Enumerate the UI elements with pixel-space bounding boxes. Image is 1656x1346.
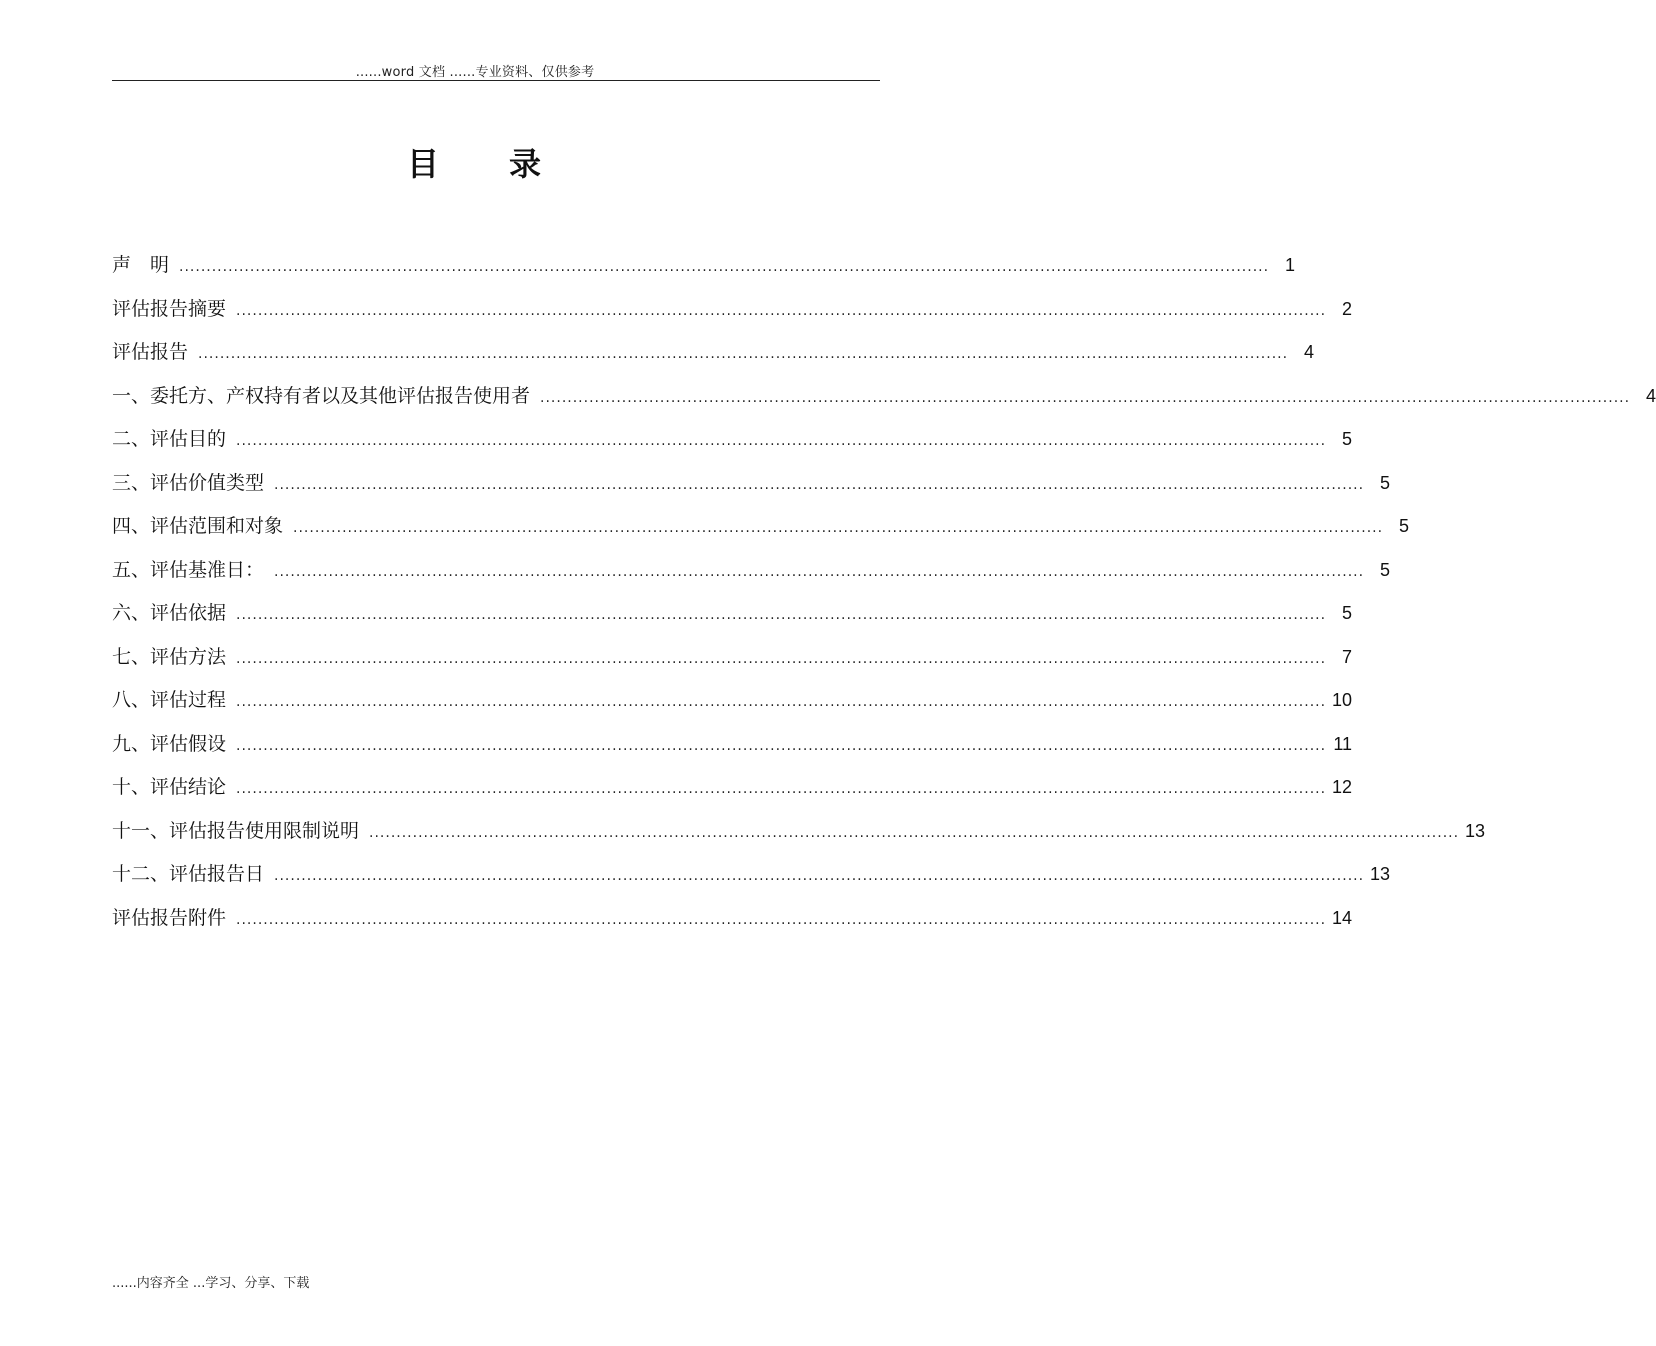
toc-entry[interactable] [112, 512, 1410, 556]
toc-entry[interactable] [112, 251, 1296, 295]
toc-entry[interactable] [112, 425, 1353, 469]
toc-entry-label: 十一、评估报告使用限制说明 [112, 819, 360, 842]
toc-entry[interactable] [112, 643, 1353, 687]
toc-leader: ........................................................................................................................................................................................................ [236, 694, 1327, 710]
toc-entry-page: 4 [1646, 385, 1656, 406]
toc-leader: ........................................................................................................................................................................................................ [293, 520, 1384, 536]
toc-entry[interactable] [112, 556, 1391, 600]
toc-entry-label: 二、评估目的 [112, 428, 227, 450]
toc-entry-page: 5 [1342, 429, 1353, 449]
toc-entry-label: 十二、评估报告日 [112, 863, 265, 885]
toc-entry-label: 三、评估价值类型 [112, 471, 265, 494]
toc-entry-page: 5 [1380, 472, 1391, 493]
toc-leader: ........................................................................................................................................................................................................ [236, 781, 1327, 797]
toc-entry-page: 7 [1342, 646, 1353, 667]
toc-leader: ........................................................................................................................................................................................................ [540, 389, 1631, 406]
toc-entry-page: 12 [1332, 777, 1353, 797]
toc-entry-page: 13 [1465, 820, 1486, 841]
toc-entry[interactable] [112, 730, 1353, 774]
toc-entry-label: 六、评估依据 [112, 602, 227, 624]
toc-entry[interactable] [112, 469, 1391, 513]
toc-entry-page: 4 [1304, 342, 1315, 362]
toc-entry-label: 十、评估结论 [112, 776, 227, 798]
toc-entry-label: 八、评估过程 [112, 689, 227, 711]
page-title: 目 录 [406, 145, 543, 184]
toc-entry-label: 五、评估基准日： [112, 558, 265, 581]
table-of-contents [112, 251, 1656, 947]
toc-entry[interactable] [112, 817, 1486, 861]
toc-entry-page: 2 [1342, 298, 1353, 319]
toc-entry-page: 1 [1285, 255, 1296, 275]
toc-entry[interactable] [112, 382, 1656, 426]
toc-entry[interactable] [112, 773, 1353, 817]
toc-entry-page: 5 [1380, 559, 1391, 580]
toc-leader: ........................................................................................................................................................................................................ [236, 607, 1327, 623]
toc-entry-label: 七、评估方法 [112, 645, 227, 668]
toc-leader: ........................................................................................................................................................................................................ [236, 302, 1327, 319]
toc-entry[interactable] [112, 860, 1391, 904]
toc-entry-label: 评估报告 [112, 341, 189, 363]
toc-entry-page: 14 [1332, 907, 1353, 928]
toc-entry-label: 九、评估假设 [112, 732, 227, 755]
toc-leader: ........................................................................................................................................................................................................ [179, 259, 1270, 275]
toc-leader: ........................................................................................................................................................................................................ [236, 911, 1327, 928]
toc-leader: ........................................................................................................................................................................................................ [236, 737, 1327, 754]
page-header: ......word 文档 ......专业资料、仅供参考 [355, 65, 595, 80]
toc-leader: ........................................................................................................................................................................................................ [236, 650, 1327, 667]
page-footer: ......内容齐全 ...学习、分享、下载 [112, 1276, 310, 1291]
toc-entry-page: 5 [1342, 603, 1353, 623]
toc-leader: ........................................................................................................................................................................................................ [274, 868, 1365, 884]
toc-entry[interactable] [112, 904, 1353, 948]
toc-entry-page: 10 [1332, 690, 1353, 710]
toc-entry[interactable] [112, 338, 1315, 382]
toc-entry[interactable] [112, 686, 1353, 730]
toc-leader: ........................................................................................................................................................................................................ [274, 476, 1365, 493]
toc-entry-label: 四、评估范围和对象 [112, 515, 284, 537]
toc-entry[interactable] [112, 599, 1353, 643]
toc-leader: ........................................................................................................................................................................................................ [236, 433, 1327, 449]
toc-leader: ........................................................................................................................................................................................................ [198, 346, 1289, 362]
toc-entry[interactable] [112, 295, 1353, 339]
toc-entry-page: 11 [1333, 733, 1353, 754]
toc-entry-label: 一、委托方、产权持有者以及其他评估报告使用者 [112, 384, 531, 407]
header-rule [112, 80, 880, 81]
toc-entry-page: 13 [1370, 864, 1391, 884]
toc-entry-label: 评估报告摘要 [112, 297, 227, 320]
toc-entry-label: 声 明 [112, 254, 170, 276]
toc-leader: ........................................................................................................................................................................................................ [369, 824, 1460, 841]
toc-entry-label: 评估报告附件 [112, 906, 227, 929]
toc-entry-page: 5 [1399, 516, 1410, 536]
toc-leader: ........................................................................................................................................................................................................ [274, 563, 1365, 580]
